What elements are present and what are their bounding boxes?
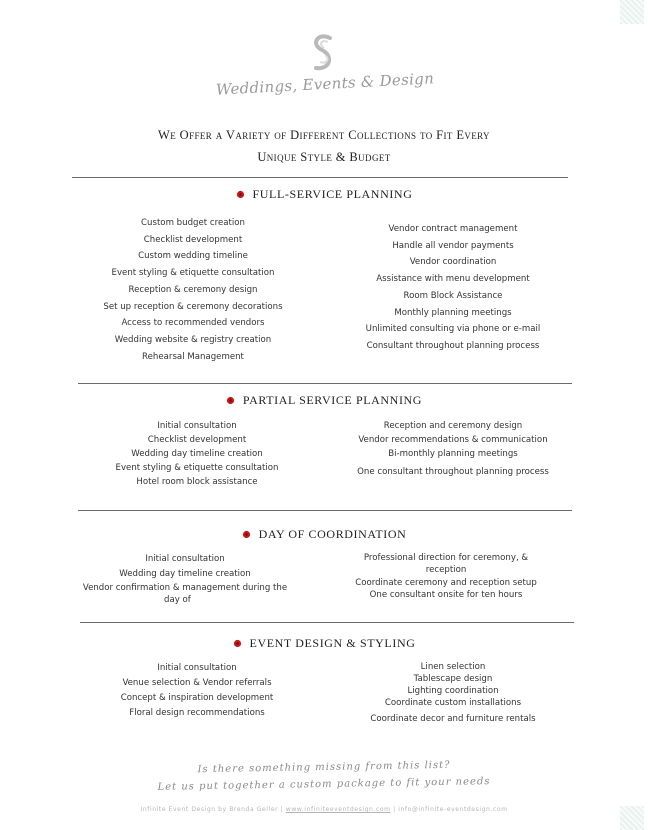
list-item: Consultant throughout planning process (366, 340, 540, 351)
event-design-right-list (348, 661, 558, 725)
divider (78, 383, 572, 384)
list-item: Rehearsal Management (142, 351, 244, 362)
day-of-right-list (334, 552, 558, 601)
footer-contact (60, 806, 588, 813)
list-item: Initial consultation (157, 421, 237, 431)
flower-icon (236, 190, 245, 199)
flower-icon (242, 530, 251, 539)
full-service-left-list (88, 215, 298, 365)
event-design-left-list (92, 661, 302, 721)
list-item: Wedding day timeline creation (119, 568, 251, 579)
list-item: One consultant throughout planning process (357, 467, 549, 477)
section-title-text: EVENT DESIGN & STYLING (249, 636, 416, 650)
list-item: day of (164, 595, 191, 605)
list-item: Checklist development (147, 435, 247, 445)
list-item: Floral design recommendations (129, 708, 265, 718)
list-item: Venue selection & Vendor referrals (122, 678, 272, 688)
list-item: Wedding day timeline creation (131, 449, 263, 459)
section-title-event-design (74, 636, 574, 651)
list-item: Room Block Assistance (403, 290, 503, 301)
flower-icon (233, 639, 242, 648)
section-title-day-of-coordination (74, 527, 574, 542)
full-service-right-list (350, 221, 556, 355)
brand-name: Weddings, Events & Design (215, 69, 435, 99)
list-item: Tablescape design (413, 674, 493, 684)
footer-website-link[interactable]: www.infiniteeventdesign.com (285, 806, 391, 813)
tagline-line-1: We Offer a Variety of Different Collections to Fit Every (158, 128, 490, 142)
footer-company: Infinite Event Design by Brenda Geller (140, 806, 279, 813)
corner-pattern-bottom-right (620, 806, 644, 830)
list-item: Event styling & etiquette consultation (115, 463, 279, 473)
list-item: Coordinate decor and furniture rentals (370, 714, 536, 724)
divider (78, 510, 572, 511)
list-item: Vendor contract management (388, 224, 518, 234)
section-title-text: PARTIAL SERVICE PLANNING (242, 393, 423, 407)
brand-logo (300, 30, 348, 76)
list-item: Wedding website & registry creation (114, 334, 272, 345)
tagline-line-2: Unique Style & Budget (257, 150, 391, 164)
list-item: Coordinate custom installations (384, 698, 522, 708)
list-item: Bi-monthly planning meetings (388, 449, 518, 459)
list-item: Custom budget creation (141, 218, 245, 228)
list-item: One consultant onsite for ten hours (369, 590, 523, 600)
list-item: Access to recommended vendors (121, 318, 265, 329)
partial-service-left-list (92, 419, 302, 489)
list-item: Initial consultation (157, 663, 237, 673)
list-item: Hotel room block assistance (136, 477, 258, 487)
corner-pattern-top-right (620, 0, 644, 24)
list-item: Set up reception & ceremony decorations (103, 301, 283, 312)
list-item: reception (425, 565, 467, 575)
list-item: Vendor coordination (409, 257, 497, 268)
list-item: Coordinate ceremony and reception setup (355, 578, 537, 588)
section-title-text: FULL-SERVICE PLANNING (252, 187, 413, 201)
list-item: Checklist development (143, 234, 243, 245)
list-item: Monthly planning meetings (394, 307, 512, 318)
list-item: Reception & ceremony design (128, 284, 258, 295)
footer-email-link[interactable]: info@infinite-eventdesign.com (398, 806, 508, 813)
divider (72, 177, 568, 178)
section-title-partial-service (74, 393, 574, 408)
section-title-full-service (74, 187, 574, 202)
footer-separator: | (278, 806, 286, 813)
closing-question: Is there something missing from this list? (197, 759, 451, 776)
list-item: Vendor recommendations & communication (358, 435, 548, 445)
list-item: Handle all vendor payments (392, 240, 514, 251)
list-item: Reception and ceremony design (383, 421, 523, 431)
closing-offer: Let us put together a custom package to fit your needs (157, 776, 491, 793)
list-item: Lighting coordination (407, 686, 499, 696)
list-item: Event styling & etiquette consultation (111, 268, 275, 279)
list-item: Initial consultation (145, 554, 225, 564)
list-item: Vendor confirmation & management during the (82, 583, 288, 593)
swirl-s-monogram-icon (300, 30, 348, 76)
day-of-left-list (80, 552, 290, 606)
partial-service-right-list (348, 419, 558, 479)
list-item: Professional direction for ceremony, & (363, 553, 529, 563)
list-item: Concept & inspiration development (120, 693, 274, 703)
footer-separator: | (390, 806, 399, 813)
list-item: Assistance with menu development (376, 274, 530, 285)
divider (80, 622, 574, 623)
flower-icon (226, 396, 235, 405)
section-title-text: DAY OF COORDINATION (258, 527, 407, 541)
list-item: Linen selection (420, 662, 486, 672)
list-item: Unlimited consulting via phone or e-mail (365, 324, 541, 335)
list-item: Custom wedding timeline (138, 251, 248, 262)
